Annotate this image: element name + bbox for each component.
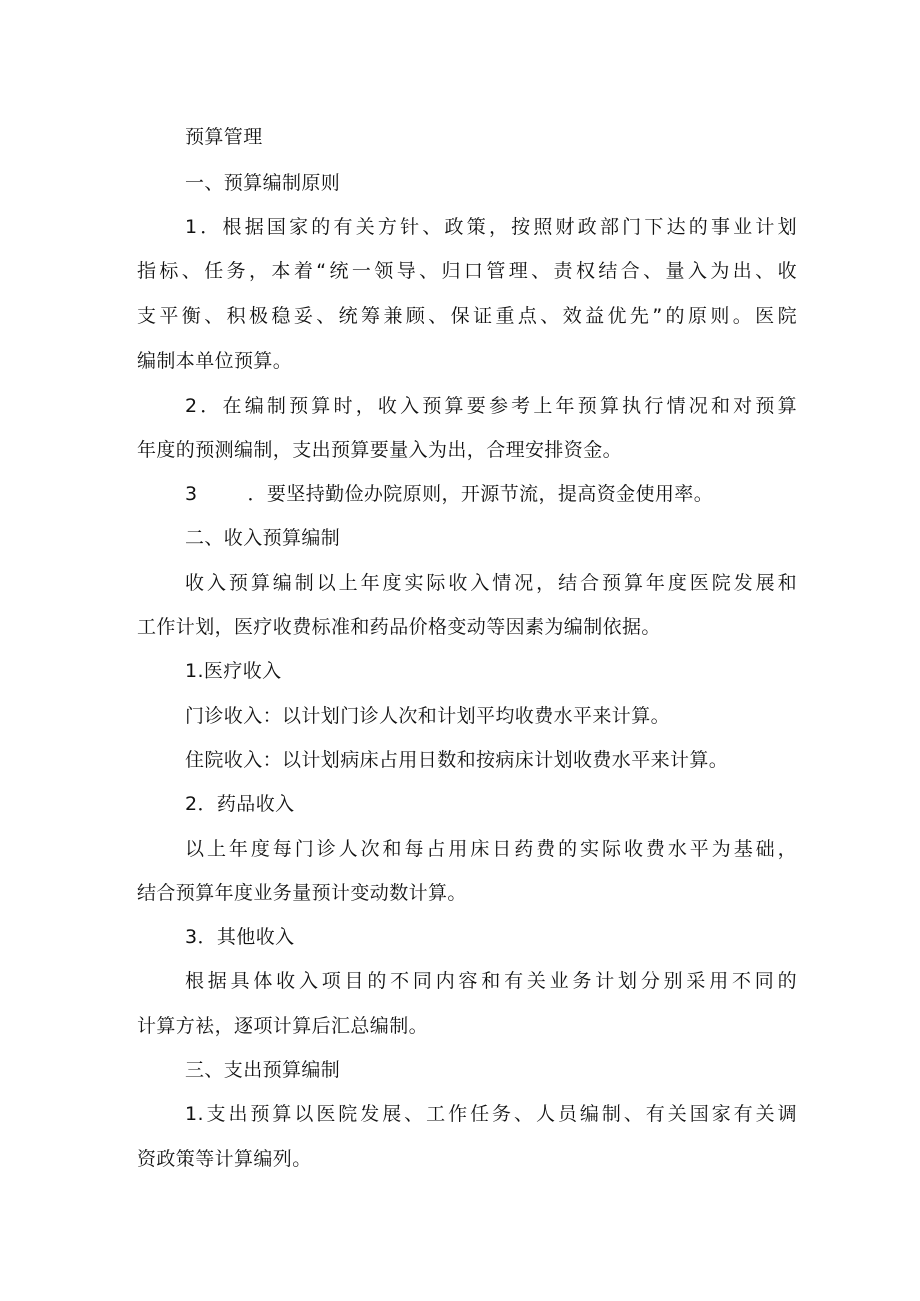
paragraph-line: 编制本单位预算。 (137, 350, 293, 372)
paragraph-line-3 (185, 481, 797, 507)
paragraph-line: 1．根据国家的有关方针、政策，按照财政部门下达的事业计划 (185, 216, 797, 238)
section-heading-principles: 一、预算编制原则 (185, 172, 341, 194)
paragraph-line: 门诊收入：以计划门诊人次和计划平均收费水平来计算。 (185, 705, 671, 727)
subheading-drug-income: 2．药品收入 (185, 793, 295, 815)
doc-title: 预算管理 (185, 126, 263, 148)
item-number: 3 (185, 483, 198, 505)
paragraph-line: 计算方袪，逐项计算后汇总编制。 (137, 1015, 429, 1037)
paragraph-line: 结合预算年度业务量预计变动数计算。 (137, 882, 467, 904)
item-text: ．要坚持勤俭办院原则，开源节流，提高资金使用率。 (247, 483, 714, 505)
paragraph-line: 年度的预测编制，支出预算要量入为出，合理安排资金。 (137, 439, 623, 461)
paragraph-line: 住院收入：以计划病床占用日数和按病床计划收费水平来计算。 (185, 749, 729, 771)
subheading-other-income: 3．其他收入 (185, 926, 295, 948)
subheading-medical-income: 1.医疗收入 (185, 660, 282, 682)
paragraph-line: 收入预算编制以上年度实际收入情况，结合预算年度医院发展和 (185, 572, 797, 594)
section-heading-income: 二、收入预算编制 (185, 527, 341, 549)
paragraph-line: 指标、任务，本着“统一领导、归口管理、责权结合、量入为出、收 (137, 260, 797, 282)
paragraph-line: 以上年度每门诊人次和每占用床日药费的实际收费水平为基础， (185, 838, 797, 860)
paragraph-line: 支平衡、积极稳妥、统筹兼顾、保证重点、效益优先”的原则。医院 (137, 305, 797, 327)
paragraph-line: 资政策等计算编列。 (137, 1148, 312, 1170)
paragraph-line: 1.支出预算以医院发展、工作任务、人员编制、有关国家有关调 (185, 1103, 797, 1125)
paragraph-line: 工作计划，医疗收费标准和药品价格变动等因素为编制依据。 (137, 616, 661, 638)
paragraph-line: 根据具体收入项目的不同内容和有关业务计划分别采用不同的 (185, 970, 797, 992)
paragraph-line: 2．在编制预算时，收入预算要参考上年预算执行情况和对预算 (185, 395, 797, 417)
section-heading-expenditure: 三、支出预算编制 (185, 1059, 341, 1081)
